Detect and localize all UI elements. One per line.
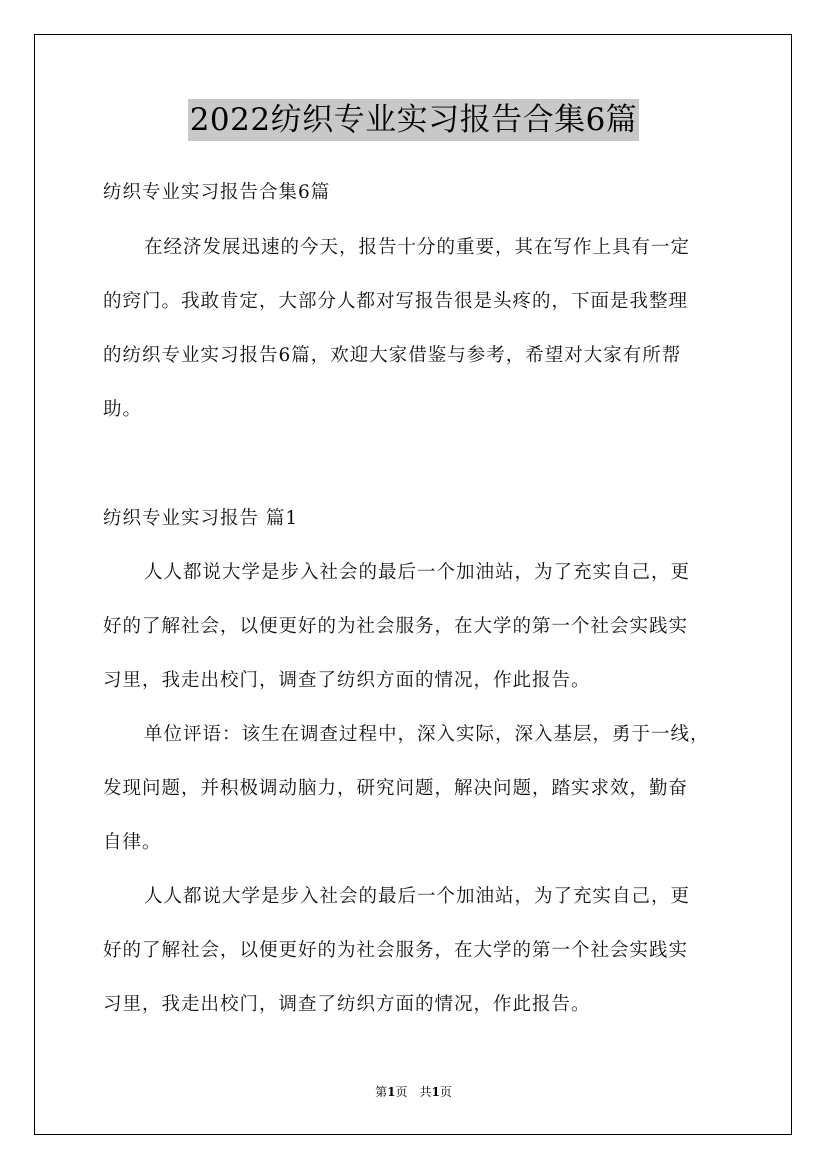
intro-line-1: 在经济发展迅速的今天，报告十分的重要，其在写作上具有一定: [144, 237, 691, 258]
intro-line-4: 助。: [103, 399, 143, 420]
para3-line-1: 人人都说大学是步入社会的最后一个加油站，为了充实自己，更: [144, 886, 691, 907]
para3-line-3: 习里，我走出校门，调查了纺织方面的情况，作此报告。: [103, 994, 591, 1015]
footer-total-pages: 1: [431, 1085, 440, 1099]
footer-prefix: 第: [375, 1085, 388, 1099]
para3-line-2: 好的了解社会，以便更好的为社会服务，在大学的第一个社会实践实: [103, 940, 689, 961]
para1-line-1: 人人都说大学是步入社会的最后一个加油站，为了充实自己，更: [144, 562, 691, 583]
intro-line-3: 的纺织专业实习报告6篇，欢迎大家借鉴与参考，希望对大家有所帮: [103, 345, 682, 366]
footer-current-page: 1: [387, 1085, 396, 1099]
para1-line-2: 好的了解社会，以便更好的为社会服务，在大学的第一个社会实践实: [103, 616, 689, 637]
para2-line-3: 自律。: [103, 832, 162, 853]
page-footer: [0, 1084, 827, 1100]
section-heading: 纺织专业实习报告 篇1: [103, 508, 299, 529]
footer-suffix: 页: [439, 1085, 452, 1099]
para1-line-3: 习里，我走出校门，调查了纺织方面的情况，作此报告。: [103, 670, 591, 691]
para2-line-2: 发现问题，并积极调动脑力，研究问题，解决问题，踏实求效，勤奋: [103, 778, 689, 799]
footer-mid: 页 共: [395, 1085, 432, 1099]
para2-line-1: 单位评语：该生在调查过程中，深入实际，深入基层，勇于一线，: [144, 724, 710, 745]
document-subtitle: 纺织专业实习报告合集6篇: [103, 182, 331, 203]
document-title: 2022纺织专业实习报告合集6篇: [188, 99, 640, 141]
title-container: [0, 99, 827, 141]
intro-line-2: 的窍门。我敢肯定，大部分人都对写报告很是头疼的，下面是我整理: [103, 291, 689, 312]
